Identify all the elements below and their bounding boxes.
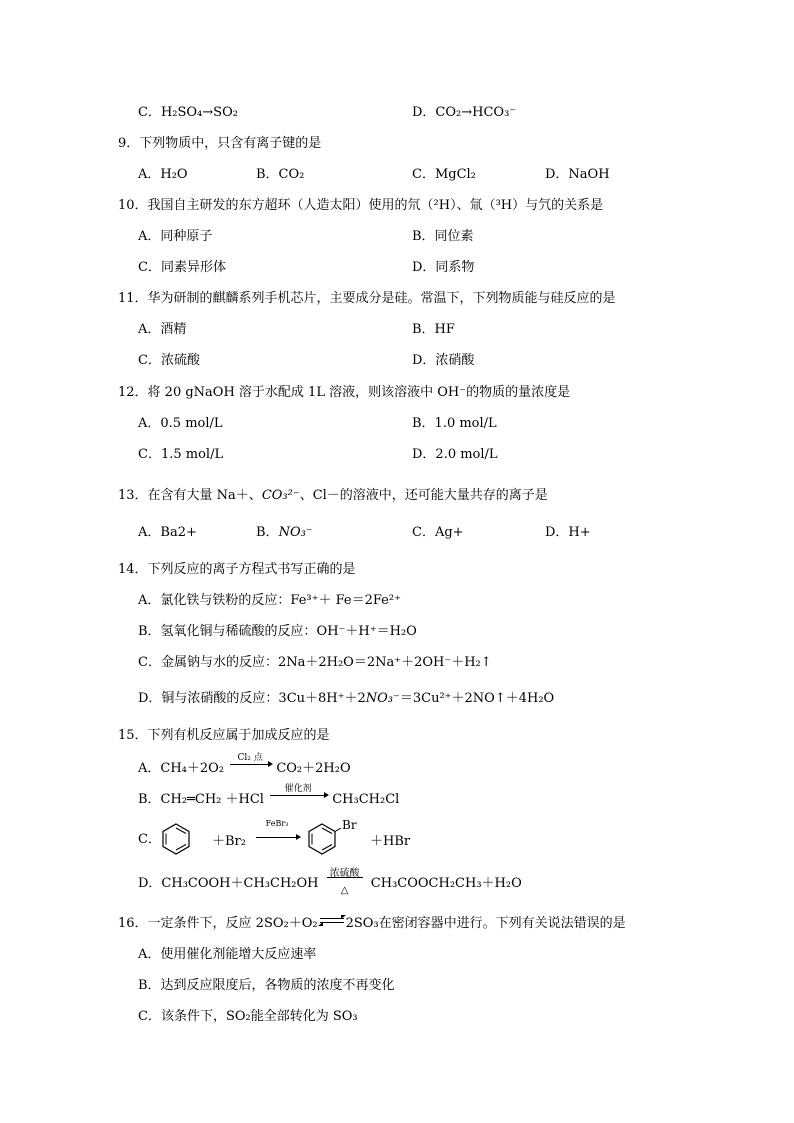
q11-option-c: C．浓硫酸 — [138, 353, 200, 368]
q15-c-condition: FeBr₃ — [265, 819, 289, 828]
question-11-stem — [0, 287, 794, 311]
question-15-option-a-row — [0, 755, 794, 779]
q15-a-products: CO₂＋2H₂O — [276, 761, 351, 776]
arrow-bar — [256, 837, 298, 838]
question-12-options-row2 — [0, 443, 794, 467]
q9-option-b: B．CO₂ — [256, 167, 305, 182]
q16-stem-post: 2SO₃在密闭容器中进行。下列有关说法错误的是 — [345, 916, 626, 931]
bromobenzene-ring-icon — [307, 822, 341, 856]
question-10-text: 10．我国自主研发的东方超环（人造太阳）使用的氘（²H）、氚（³H）与氕的关系是 — [118, 198, 604, 213]
q9-option-a: A．H₂O — [138, 167, 188, 182]
question-10-stem — [0, 194, 794, 218]
question-15-option-c-row — [0, 812, 794, 866]
question-14-text: 14．下列反应的离子方程式书写正确的是 — [118, 562, 356, 577]
q14-option-d-pre: D．铜与浓硝酸的反应：3Cu＋8H⁺＋2 — [138, 691, 366, 706]
question-9-stem — [0, 132, 794, 156]
question-14-option-b-row — [0, 620, 794, 644]
question-15-text: 15．下列有机反应属于加成反应的是 — [118, 728, 330, 743]
q14-option-b: B．氢氧化铜与稀硫酸的反应：OH⁻＋H⁺＝H₂O — [138, 624, 417, 639]
q15-b-products: CH₃CH₂Cl — [332, 792, 400, 807]
q15-d-condition-bottom: △ — [340, 885, 349, 896]
question-11-text: 11．华为研制的麒麟系列手机芯片，主要成分是硅。常温下，下列物质能与硅反应的是 — [118, 291, 616, 306]
arrow-bar — [230, 764, 270, 765]
question-10-options-row2 — [0, 256, 794, 280]
q12-option-c: C．1.5 mol/L — [138, 447, 224, 462]
question-9-text: 9．下列物质中，只含有离子键的是 — [118, 136, 322, 151]
q10-option-a: A．同种原子 — [138, 229, 213, 244]
forward-arrow — [320, 918, 344, 919]
question-11-options-row2 — [0, 349, 794, 373]
q15-d-reactants: D．CH₃COOH＋CH₃CH₂OH — [138, 876, 319, 891]
question-16-text — [118, 912, 626, 936]
q14-option-d — [138, 687, 554, 711]
q11-option-b: B．HF — [412, 322, 455, 337]
q8-option-c: C．H₂SO₄→SO₂ — [138, 105, 238, 120]
reverse-arrow — [320, 922, 344, 923]
q10-option-d: D．同系物 — [412, 260, 475, 275]
question-11-options-row1 — [0, 318, 794, 342]
q15-c-reactant-bromine: ＋Br₂ — [212, 834, 246, 849]
q13-stem-pre: 13．在含有大量 Na＋、 — [118, 488, 262, 503]
q13-option-d: D．H+ — [545, 525, 591, 540]
q15-b-condition: 催化剂 — [284, 784, 312, 794]
question-13-stem — [0, 484, 794, 508]
question-12-stem — [0, 381, 794, 405]
q15-a-reactants: A．CH₄＋2O₂ — [138, 761, 225, 776]
q16-option-c: C．该条件下，SO₂能全部转化为 SO₃ — [138, 1009, 358, 1024]
question-16-stem — [0, 912, 794, 936]
q15-a-condition: Cl₂ 点 — [237, 753, 263, 763]
reversible-arrow-icon — [318, 915, 346, 927]
q15-d-condition-top: 浓硫酸 — [329, 868, 360, 879]
q14-option-d-post: ＝3Cu²⁺＋2NO↑＋4H₂O — [399, 691, 555, 706]
question-15-option-d-row — [0, 868, 794, 896]
question-13-text — [118, 484, 548, 508]
q11-option-a: A．酒精 — [138, 322, 187, 337]
q13-option-b — [256, 521, 313, 545]
q10-option-b: B．同位素 — [412, 229, 474, 244]
q13-ion-nitrate: NO₃⁻ — [278, 525, 313, 540]
q14-option-c: C．金属钠与水的反应：2Na＋2H₂O＝2Na⁺＋2OH⁻＋H₂↑ — [138, 655, 492, 670]
q9-option-c: C．MgCl₂ — [412, 167, 476, 182]
q13-option-b-label: B． — [256, 525, 279, 540]
reaction-arrow-icon — [254, 819, 300, 848]
q15-c-label: C． — [138, 832, 161, 847]
q14-ion-nitrate: NO₃⁻ — [365, 691, 400, 706]
reaction-arrow-icon — [228, 755, 272, 775]
q15-c-bromo-substituent: Br — [342, 818, 357, 832]
question-14-option-c-row — [0, 651, 794, 675]
equals-bar — [327, 877, 363, 878]
question-12-options-row1 — [0, 412, 794, 436]
q13-option-a: A．Ba2+ — [138, 525, 197, 540]
q12-option-a: A．0.5 mol/L — [138, 416, 223, 431]
question-9-options — [0, 163, 794, 187]
question-16-option-c-row — [0, 1005, 794, 1029]
benzene-ring-icon — [161, 822, 191, 856]
question-8-options — [0, 101, 794, 125]
arrow-bar — [270, 795, 326, 796]
q8-option-d: D．CO₂→HCO₃⁻ — [412, 105, 517, 120]
question-14-option-a-row — [0, 589, 794, 613]
question-15-option-b-row — [0, 786, 794, 810]
question-12-text: 12．将 20 gNaOH 溶于水配成 1L 溶液，则该溶液中 OH⁻的物质的量浓度是 — [118, 385, 571, 400]
question-10-options-row1 — [0, 225, 794, 249]
q15-c-products: ＋HBr — [370, 834, 411, 849]
q15-option-b — [138, 786, 399, 812]
q16-option-a: A．使用催化剂能增大反应速率 — [138, 947, 317, 962]
q13-ion-carbonate: CO₃²⁻ — [261, 488, 300, 503]
q16-stem-pre: 16．一定条件下，反应 2SO₂＋O₂ — [118, 916, 318, 931]
question-16-option-a-row — [0, 943, 794, 967]
question-14-stem — [0, 558, 794, 582]
q15-b-reactants: B．CH₂═CH₂ ＋HCl — [138, 792, 264, 807]
q15-d-products: CH₃COOCH₂CH₃＋H₂O — [370, 876, 522, 891]
q12-option-d: D．2.0 mol/L — [412, 447, 498, 462]
q14-option-a: A．氯化铁与铁粉的反应：Fe³⁺＋ Fe＝2Fe²⁺ — [138, 593, 401, 608]
q15-option-d — [138, 869, 522, 896]
q16-option-b: B．达到反应限度后，各物质的浓度不再变化 — [138, 978, 395, 993]
q13-stem-post: 、Cl－的溶液中，还可能大量共存的离子是 — [299, 488, 548, 503]
question-16-option-b-row — [0, 974, 794, 998]
question-13-options — [0, 521, 794, 545]
question-14-option-d-row — [0, 687, 794, 711]
q13-option-c: C．Ag+ — [412, 525, 464, 540]
q10-option-c: C．同素异形体 — [138, 260, 226, 275]
question-15-stem — [0, 724, 794, 748]
reaction-equals-icon — [323, 868, 367, 896]
q12-option-b: B．1.0 mol/L — [412, 416, 497, 431]
reaction-arrow-icon — [268, 786, 328, 806]
q9-option-d: D．NaOH — [545, 167, 610, 182]
q11-option-d: D．浓硝酸 — [412, 353, 475, 368]
